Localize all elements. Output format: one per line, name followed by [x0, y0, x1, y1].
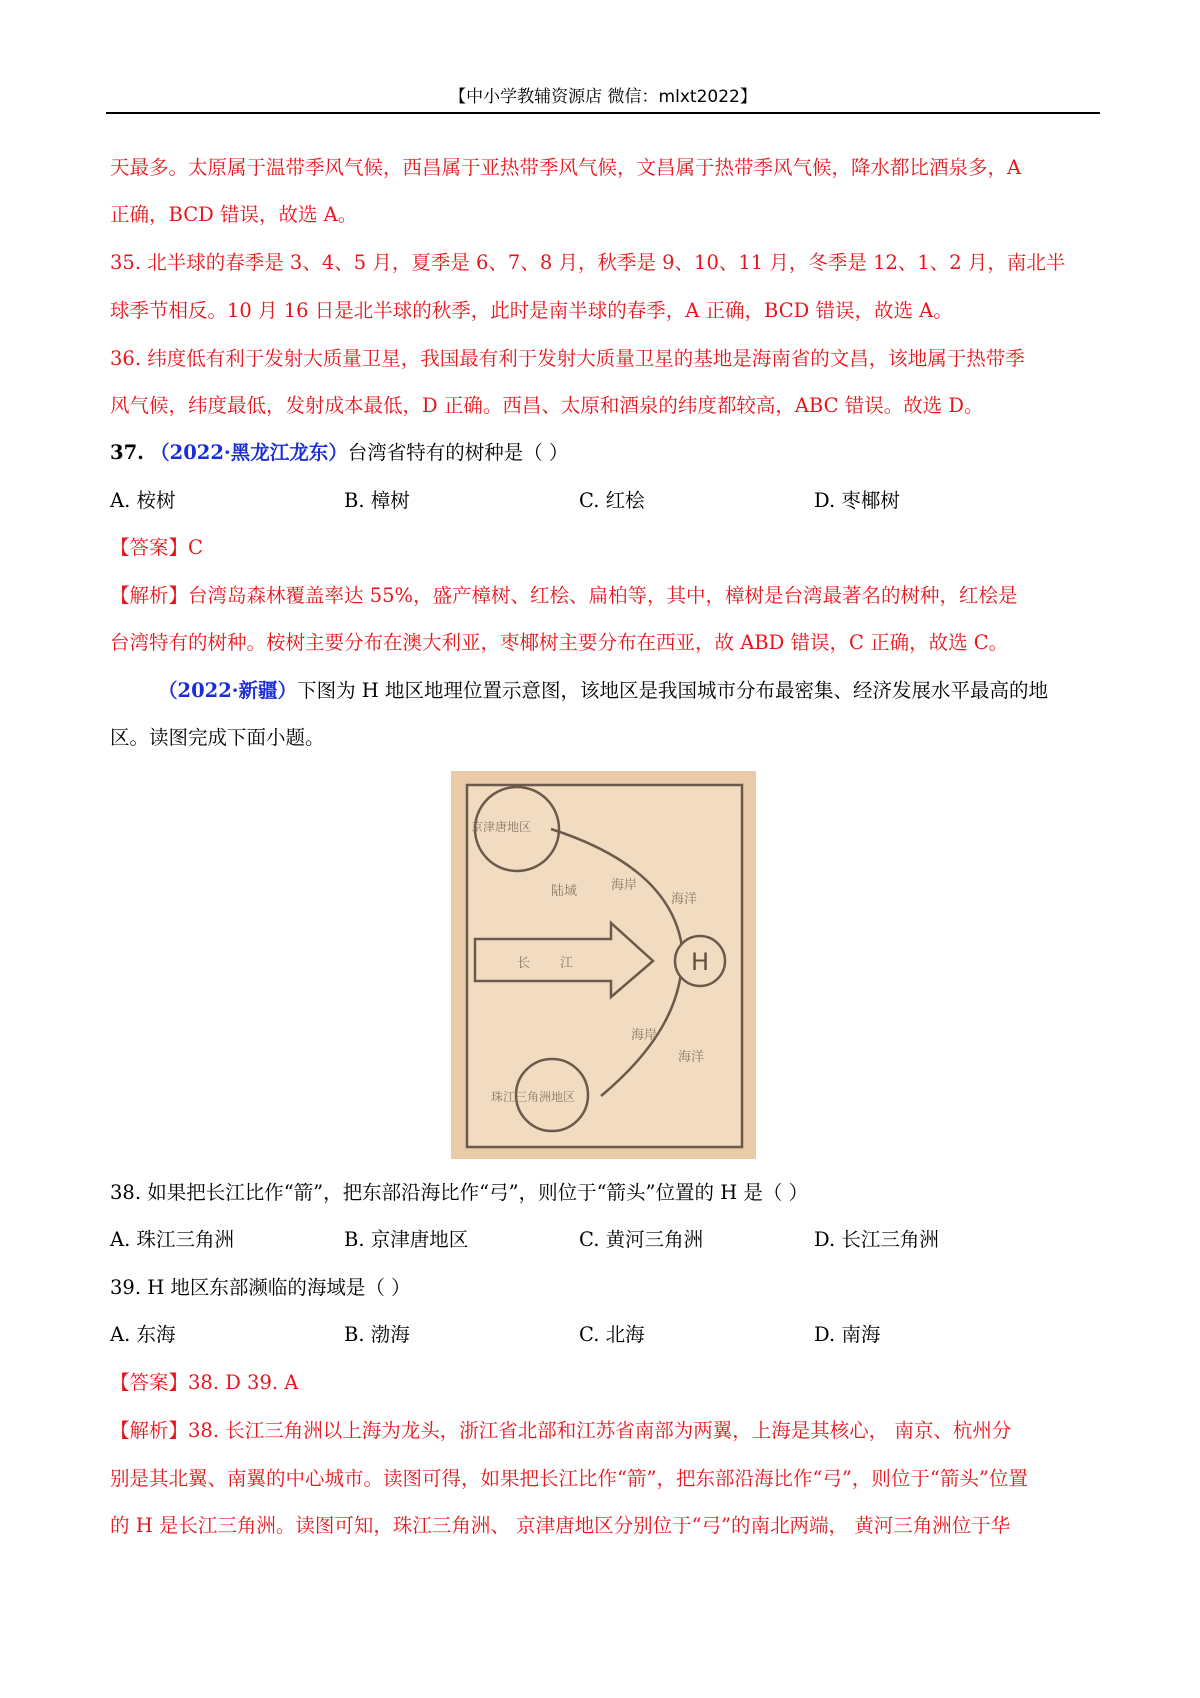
text-line: 风气候，纬度最低，发射成本最低，D 正确。西昌、太原和酒泉的纬度都较高，ABC 错误。故选 D。	[110, 394, 984, 417]
group-intro	[110, 677, 1100, 705]
map-figure	[451, 771, 756, 1159]
option-b: B. 渤海	[344, 1323, 410, 1346]
analysis-text: 38. 长江三角洲以上海为龙头，浙江省北部和江苏省南部为两翼，上海是其核心， 南京、杭州分	[188, 1419, 1012, 1442]
bottom-circle-label: 珠江三角洲地区	[491, 1090, 576, 1104]
analysis-label: 【解析】	[110, 1419, 189, 1442]
text-line: 36. 纬度低有利于发射大质量卫星，我国最有利于发射大质量卫星的基地是海南省的文昌，该地属于热带季	[110, 347, 1025, 370]
text-line: 别是其北翼、南翼的中心城市。读图可得，如果把长江比作“箭”，把东部沿海比作“弓”，则位于“箭头”位置	[110, 1467, 1028, 1490]
analysis-label: 【解析】	[110, 584, 189, 607]
question-39: 39. H 地区东部濒临的海域是（ ）	[110, 1276, 411, 1299]
option-a: A. 桉树	[110, 489, 176, 512]
text-line: 台湾特有的树种。桉树主要分布在澳大利亚，枣椰树主要分布在西亚，故 ABD 错误，C 正确，故选 C。	[110, 631, 1009, 654]
question-38: 38. 如果把长江比作“箭”，把东部沿海比作“弓”，则位于“箭头”位置的 H 是（ ）	[110, 1181, 809, 1204]
option-d: D. 长江三角洲	[814, 1228, 939, 1251]
inland-label: 陆域	[551, 884, 578, 899]
text-line: 的 H 是长江三角洲。读图可知，珠江三角洲、 京津唐地区分别位于“弓”的南北两端， 黄河三角洲位于华	[110, 1514, 1011, 1537]
option-a: A. 东海	[110, 1323, 176, 1346]
ocean-bottom-label: 海洋	[678, 1050, 705, 1065]
analysis	[110, 582, 1100, 610]
text-line: 正确，BCD 错误，故选 A。	[110, 203, 358, 226]
option-d: D. 枣椰树	[814, 489, 900, 512]
coast-top-label: 海岸	[611, 878, 638, 893]
option-c: C. 黄河三角洲	[579, 1228, 704, 1251]
answer: 【答案】C	[110, 536, 203, 559]
option-d: D. 南海	[814, 1323, 881, 1346]
h-label: H	[690, 948, 710, 976]
intro-text: 下图为 H 地区地理位置示意图，该地区是我国城市分布最密集、经济发展水平最高的地	[297, 679, 1048, 702]
question-stem: 台湾省特有的树种是（ ）	[347, 441, 569, 464]
analysis	[110, 1417, 1100, 1445]
text-line: 球季节相反。10 月 16 日是北半球的秋季，此时是南半球的春季，A 正确，BCD 错误，故选 A。	[110, 299, 953, 322]
option-c: C. 红桧	[579, 489, 645, 512]
text-line: 35. 北半球的春季是 3、4、5 月，夏季是 6、7、8 月，秋季是 9、10、11 月，冬季是 12、1、2 月，南北半	[110, 251, 1066, 274]
location-diagram	[451, 771, 756, 1159]
top-circle-label: 京津唐地区	[471, 820, 532, 834]
option-b: B. 京津唐地区	[344, 1228, 469, 1251]
option-b: B. 樟树	[344, 489, 410, 512]
ocean-top-label: 海洋	[671, 892, 698, 907]
answer: 【答案】38. D 39. A	[110, 1371, 299, 1394]
arrow-label: 长江	[517, 956, 604, 971]
page-header: 【中小学教辅资源店 微信：mlxt2022】	[106, 82, 1100, 114]
text-line: 区。读图完成下面小题。	[110, 726, 325, 749]
question-source: （2022·黑龙江龙东）	[150, 441, 348, 464]
option-a: A. 珠江三角洲	[110, 1228, 234, 1251]
question-source: （2022·新疆）	[158, 679, 298, 702]
option-c: C. 北海	[579, 1323, 645, 1346]
coast-bottom-label: 海岸	[631, 1028, 658, 1043]
analysis-text: 台湾岛森林覆盖率达 55%，盛产樟树、红桧、扁柏等，其中，樟树是台湾最著名的树种，红桧是	[188, 584, 1018, 607]
question-number: 37.	[110, 441, 144, 464]
question-37	[110, 439, 1100, 467]
text-line: 天最多。太原属于温带季风气候，西昌属于亚热带季风气候，文昌属于热带季风气候，降水都比酒泉多，A	[110, 156, 1022, 179]
